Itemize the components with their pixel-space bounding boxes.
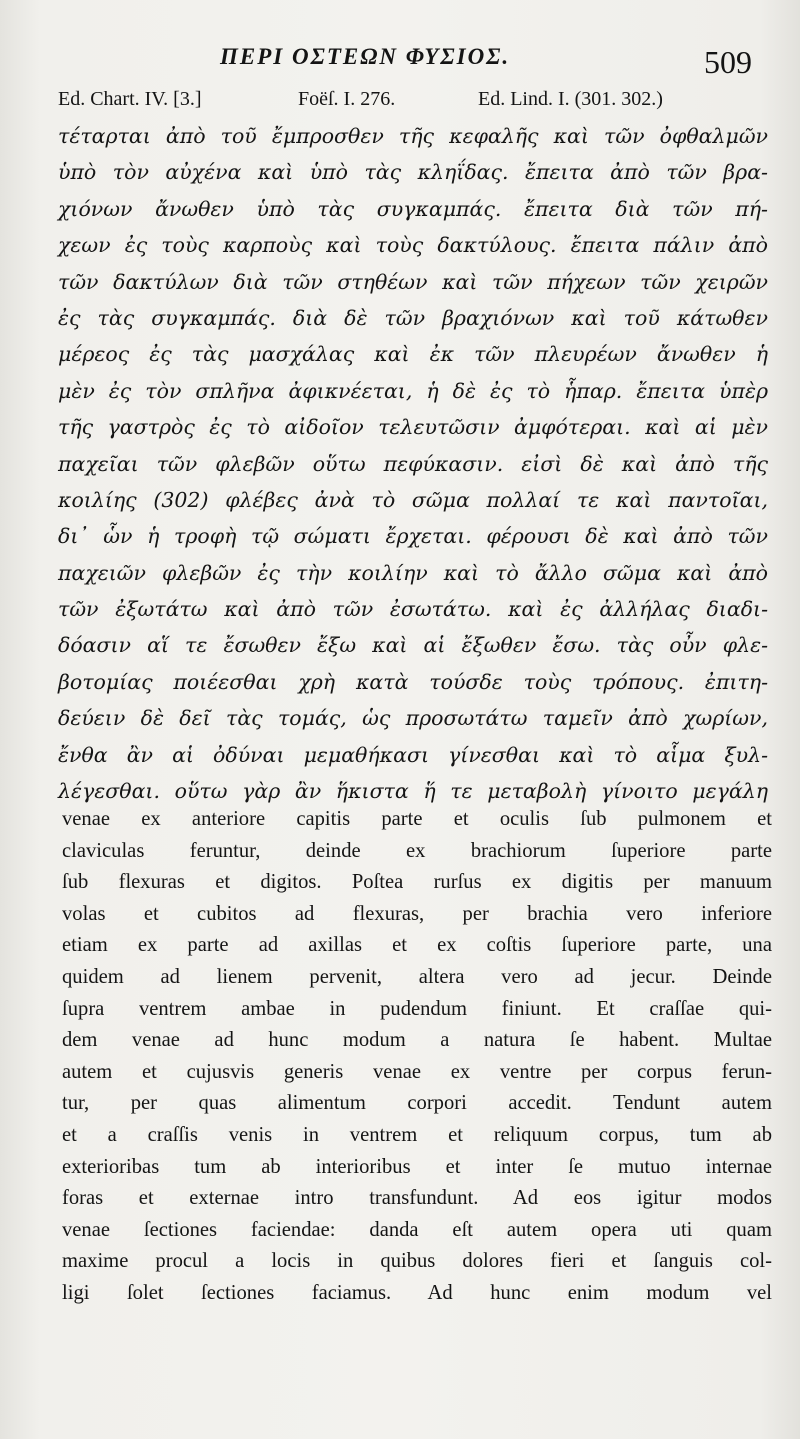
running-title: ΠΕΡΙ ΟΣΤΕΩΝ ΦΥΣΙΟΣ. — [220, 44, 511, 69]
greek-text-line: δεύειν δὲ δεῖ τὰς τομάς, ὡς προσωτάτω ταμεῖν ἀπὸ χωρίων, — [58, 706, 768, 731]
greek-text-line: δόασιν αἵ τε ἔσωθεν ἔξω καὶ αἱ ἔξωθεν ἔσω. τὰς οὖν φλε- — [58, 633, 768, 658]
edition-chart-ref: Ed. Chart. IV. [3.] — [58, 88, 202, 110]
latin-text-line: claviculas feruntur, deinde ex brachiorum ſuperiore parte — [62, 839, 772, 862]
latin-text-line: exterioribas tum ab interioribus et inter ſe mutuo internae — [62, 1155, 772, 1178]
greek-text-line: τῆς γαστρὸς ἐς τὸ αἰδοῖον τελευτῶσιν ἀμφότεραι. καὶ αἱ μὲν — [58, 415, 768, 440]
greek-text-line: λέγεσθαι. οὕτω γὰρ ἂν ἥκιστα ἥ τε μεταβολὴ γίνοιτο μεγάλη — [58, 779, 768, 804]
greek-text-line: χιόνων ἄνωθεν ὑπὸ τὰς συγκαμπάς. ἔπειτα διὰ τῶν πή- — [58, 196, 768, 221]
latin-text-line: volas et cubitos ad flexuras, per brachia vero inferiore — [62, 902, 772, 925]
latin-text-line: foras et externae intro transfundunt. Ad eos igitur modos — [62, 1187, 772, 1210]
greek-text-line: κοιλίης (302) φλέβες ἀνὰ τὸ σῶμα πολλαί τε καὶ παντοῖαι, — [58, 487, 768, 512]
greek-text-line: δι᾽ ὧν ἡ τροφὴ τῷ σώματι ἔρχεται. φέρουσι δὲ καὶ ἀπὸ τῶν — [58, 524, 768, 549]
latin-text-line: ſupra ventrem ambae in pudendum finiunt. Et craſſae qui- — [62, 997, 772, 1020]
latin-text-line: dem venae ad hunc modum a natura ſe habent. Multae — [62, 1029, 772, 1052]
greek-text-line: τέταρται ἀπὸ τοῦ ἔμπροσθεν τῆς κεφαλῆς καὶ τῶν ὀφθαλμῶν — [58, 124, 768, 148]
edition-references — [58, 88, 768, 118]
greek-text-line: παχειῶν φλεβῶν ἐς τὴν κοιλίην καὶ τὸ ἄλλο σῶμα καὶ ἀπὸ — [58, 560, 768, 585]
greek-text-line: ἔνθα ἂν αἱ ὀδύναι μεμαθήκασι γίνεσθαι καὶ τὸ αἷμα ξυλ- — [58, 742, 768, 767]
greek-text-line: τῶν ἐξωτάτω καὶ ἀπὸ τῶν ἐσωτάτω. καὶ ἐς ἀλλήλας διαδι- — [58, 597, 768, 622]
greek-text-line: μέρεος ἐς τὰς μασχάλας καὶ ἐκ τῶν πλευρέων ἄνωθεν ἡ — [58, 342, 768, 367]
latin-text-block — [62, 804, 772, 1310]
latin-text-line: etiam ex parte ad axillas et ex coſtis ſuperiore parte, una — [62, 934, 772, 957]
edition-foes-ref: Foëſ. I. 276. — [298, 88, 396, 110]
latin-text-line: venae ex anteriore capitis parte et oculis ſub pulmonem et — [62, 808, 772, 830]
page-number: 509 — [704, 44, 752, 80]
latin-text-line: ligi ſolet ſectiones faciamus. Ad hunc enim modum vel — [62, 1281, 772, 1304]
greek-text-line: χεων ἐς τοὺς καρποὺς καὶ τοὺς δακτύλους. ἔπειτα πάλιν ἀπὸ — [58, 233, 768, 258]
greek-text-line: παχεῖαι τῶν φλεβῶν οὕτω πεφύκασιν. εἰσὶ δὲ καὶ ἀπὸ τῆς — [58, 451, 768, 476]
page-header — [60, 40, 760, 90]
latin-text-line: quidem ad lienem pervenit, altera vero ad jecur. Deinde — [62, 965, 772, 988]
greek-text-line: ὑπὸ τὸν αὐχένα καὶ ὑπὸ τὰς κληΐδας. ἔπειτα ἀπὸ τῶν βρα- — [58, 160, 768, 185]
greek-text-block — [58, 118, 768, 809]
latin-text-line: et a craſſis venis in ventrem et reliquum corpus, tum ab — [62, 1123, 772, 1146]
latin-text-line: maxime procul a locis in quibus dolores fieri et ſanguis col- — [62, 1250, 772, 1273]
greek-text-line: τῶν δακτύλων διὰ τῶν στηθέων καὶ τῶν πήχεων τῶν χειρῶν — [58, 269, 768, 294]
latin-text-line: ſub flexuras et digitos. Poſtea rurſus ex digitis per manuum — [62, 871, 772, 894]
greek-text-line: μὲν ἐς τὸν σπλῆνα ἀφικνέεται, ἡ δὲ ἐς τὸ ἧπαρ. ἔπειτα ὑπὲρ — [58, 378, 768, 403]
greek-text-line: βοτομίας ποιέεσθαι χρὴ κατὰ τούσδε τοὺς τρόπους. ἐπιτη- — [58, 669, 768, 694]
edition-lind-ref: Ed. Lind. I. (301. 302.) — [478, 88, 663, 110]
latin-text-line: tur, per quas alimentum corpori accedit. Tendunt autem — [62, 1092, 772, 1115]
latin-text-line: venae ſectiones faciendae: danda eſt autem opera uti quam — [62, 1218, 772, 1241]
greek-text-line: ἐς τὰς συγκαμπάς. διὰ δὲ τῶν βραχιόνων καὶ τοῦ κάτωθεν — [58, 305, 768, 330]
latin-text-line: autem et cujusvis generis venae ex ventre per corpus ferun- — [62, 1060, 772, 1083]
